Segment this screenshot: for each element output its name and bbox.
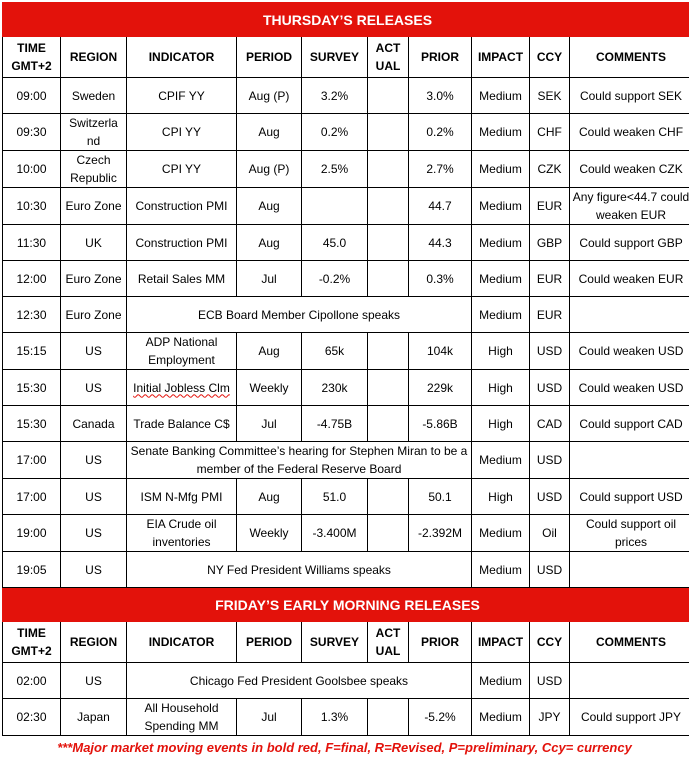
table-row <box>3 479 689 515</box>
column-header-survey: SURVEY <box>302 622 368 663</box>
period-cell: Weekly <box>237 515 302 552</box>
column-header-comments: COMMENTS <box>570 37 689 78</box>
comments-cell: Could weaken CZK <box>570 151 689 188</box>
releases-table <box>2 2 689 736</box>
survey-cell: -4.75B <box>302 406 368 442</box>
indicator-cell: CPI YY <box>127 114 237 151</box>
column-header-actual: ACT UAL <box>368 37 409 78</box>
prior-cell: 0.2% <box>409 114 472 151</box>
column-header-indicator: INDICATOR <box>127 37 237 78</box>
period-cell: Aug <box>237 225 302 261</box>
impact-cell: High <box>472 333 530 370</box>
time-cell: 15:30 <box>3 370 61 406</box>
survey-cell <box>302 188 368 225</box>
actual-cell <box>368 78 409 114</box>
impact-cell: Medium <box>472 225 530 261</box>
indicator-cell: Initial Jobless Clm <box>127 370 237 406</box>
region-cell: Switzerla nd <box>61 114 127 151</box>
survey-cell: 2.5% <box>302 151 368 188</box>
region-cell: Japan <box>61 699 127 736</box>
region-cell: US <box>61 479 127 515</box>
region-cell: US <box>61 515 127 552</box>
column-header-comments: COMMENTS <box>570 622 689 663</box>
table-row <box>3 370 689 406</box>
table-row <box>3 225 689 261</box>
table-row <box>3 333 689 370</box>
prior-cell: 44.3 <box>409 225 472 261</box>
table-row <box>3 114 689 151</box>
prior-cell: -5.2% <box>409 699 472 736</box>
ccy-cell: JPY <box>530 699 570 736</box>
event-cell: Senate Banking Committee’s hearing for Stephen Miran to be a member of the Federal Reserve Board <box>127 442 472 479</box>
comments-cell: Could support USD <box>570 479 689 515</box>
region-cell: US <box>61 370 127 406</box>
impact-cell: Medium <box>472 151 530 188</box>
prior-cell: 3.0% <box>409 78 472 114</box>
actual-cell <box>368 515 409 552</box>
impact-cell: High <box>472 370 530 406</box>
survey-cell: 45.0 <box>302 225 368 261</box>
impact-cell: Medium <box>472 442 530 479</box>
event-cell: ECB Board Member Cipollone speaks <box>127 297 472 333</box>
comments-cell: Could weaken USD <box>570 333 689 370</box>
comments-cell: Could support SEK <box>570 78 689 114</box>
survey-cell: -0.2% <box>302 261 368 297</box>
event-cell: Chicago Fed President Goolsbee speaks <box>127 663 472 699</box>
prior-cell: -5.86B <box>409 406 472 442</box>
time-cell: 10:30 <box>3 188 61 225</box>
indicator-cell: Trade Balance C$ <box>127 406 237 442</box>
thursday-banner <box>3 3 689 37</box>
ccy-cell: USD <box>530 663 570 699</box>
column-header-ccy: CCY <box>530 37 570 78</box>
period-cell: Aug (P) <box>237 151 302 188</box>
time-cell: 17:00 <box>3 442 61 479</box>
prior-cell: 2.7% <box>409 151 472 188</box>
region-cell: US <box>61 552 127 588</box>
survey-cell: 0.2% <box>302 114 368 151</box>
time-cell: 02:00 <box>3 663 61 699</box>
period-cell: Aug <box>237 333 302 370</box>
region-cell: Canada <box>61 406 127 442</box>
comments-cell: Any figure<44.7 could weaken EUR <box>570 188 689 225</box>
ccy-cell: CZK <box>530 151 570 188</box>
actual-cell <box>368 479 409 515</box>
table-row <box>3 699 689 736</box>
ccy-cell: USD <box>530 370 570 406</box>
column-header-time: TIME GMT+2 <box>3 622 61 663</box>
column-header-ccy: CCY <box>530 622 570 663</box>
region-cell: US <box>61 333 127 370</box>
prior-cell: 104k <box>409 333 472 370</box>
time-cell: 02:30 <box>3 699 61 736</box>
column-header-row <box>3 37 689 78</box>
comments-cell: Could support JPY <box>570 699 689 736</box>
region-cell: UK <box>61 225 127 261</box>
region-cell: US <box>61 663 127 699</box>
impact-cell: Medium <box>472 552 530 588</box>
ccy-cell: GBP <box>530 225 570 261</box>
impact-cell: Medium <box>472 297 530 333</box>
friday-banner <box>3 588 689 622</box>
impact-cell: Medium <box>472 515 530 552</box>
period-cell: Jul <box>237 406 302 442</box>
time-cell: 12:30 <box>3 297 61 333</box>
region-cell: US <box>61 442 127 479</box>
survey-cell: -3.400M <box>302 515 368 552</box>
actual-cell <box>368 406 409 442</box>
time-cell: 15:30 <box>3 406 61 442</box>
indicator-cell: CPI YY <box>127 151 237 188</box>
comments-cell <box>570 663 689 699</box>
comments-cell: Could weaken CHF <box>570 114 689 151</box>
comments-cell: Could weaken USD <box>570 370 689 406</box>
time-cell: 17:00 <box>3 479 61 515</box>
actual-cell <box>368 261 409 297</box>
comments-cell: Could support oil prices <box>570 515 689 552</box>
ccy-cell: USD <box>530 333 570 370</box>
column-header-prior: PRIOR <box>409 622 472 663</box>
indicator-cell: Construction PMI <box>127 188 237 225</box>
actual-cell <box>368 370 409 406</box>
actual-cell <box>368 114 409 151</box>
ccy-cell: EUR <box>530 261 570 297</box>
table-row <box>3 442 689 479</box>
footnote: ***Major market moving events in bold red, F=final, R=Revised, P=preliminary, Ccy= currency <box>57 740 632 755</box>
time-cell: 10:00 <box>3 151 61 188</box>
period-cell: Aug <box>237 479 302 515</box>
impact-cell: High <box>472 406 530 442</box>
event-cell: NY Fed President Williams speaks <box>127 552 472 588</box>
time-cell: 11:30 <box>3 225 61 261</box>
column-header-actual: ACT UAL <box>368 622 409 663</box>
indicator-cell: Retail Sales MM <box>127 261 237 297</box>
prior-cell: 229k <box>409 370 472 406</box>
period-cell: Jul <box>237 699 302 736</box>
ccy-cell: SEK <box>530 78 570 114</box>
table-row <box>3 261 689 297</box>
impact-cell: Medium <box>472 261 530 297</box>
ccy-cell: USD <box>530 442 570 479</box>
prior-cell: -2.392M <box>409 515 472 552</box>
ccy-cell: EUR <box>530 297 570 333</box>
region-cell: Czech Republic <box>61 151 127 188</box>
column-header-indicator: INDICATOR <box>127 622 237 663</box>
time-cell: 19:00 <box>3 515 61 552</box>
ccy-cell: USD <box>530 479 570 515</box>
impact-cell: Medium <box>472 699 530 736</box>
table-row <box>3 663 689 699</box>
column-header-period: PERIOD <box>237 622 302 663</box>
impact-cell: Medium <box>472 78 530 114</box>
ccy-cell: CHF <box>530 114 570 151</box>
table-row <box>3 515 689 552</box>
comments-cell: Could support CAD <box>570 406 689 442</box>
column-header-row <box>3 622 689 663</box>
section-title: THURSDAY’S RELEASES <box>3 3 689 37</box>
indicator-cell: ADP National Employment <box>127 333 237 370</box>
table-row <box>3 151 689 188</box>
time-cell: 19:05 <box>3 552 61 588</box>
indicator-cell: CPIF YY <box>127 78 237 114</box>
comments-cell <box>570 297 689 333</box>
table-row <box>3 188 689 225</box>
survey-cell: 65k <box>302 333 368 370</box>
table-row <box>3 78 689 114</box>
table-row <box>3 552 689 588</box>
releases-calendar <box>2 2 687 736</box>
column-header-prior: PRIOR <box>409 37 472 78</box>
comments-cell <box>570 552 689 588</box>
region-cell: Euro Zone <box>61 297 127 333</box>
period-cell: Aug <box>237 114 302 151</box>
impact-cell: Medium <box>472 663 530 699</box>
column-header-survey: SURVEY <box>302 37 368 78</box>
ccy-cell: EUR <box>530 188 570 225</box>
survey-cell: 1.3% <box>302 699 368 736</box>
survey-cell: 230k <box>302 370 368 406</box>
prior-cell: 0.3% <box>409 261 472 297</box>
table-row <box>3 406 689 442</box>
column-header-impact: IMPACT <box>472 37 530 78</box>
indicator-cell: EIA Crude oil inventories <box>127 515 237 552</box>
period-cell: Aug <box>237 188 302 225</box>
ccy-cell: CAD <box>530 406 570 442</box>
table-row <box>3 297 689 333</box>
actual-cell <box>368 188 409 225</box>
indicator-cell: ISM N-Mfg PMI <box>127 479 237 515</box>
time-cell: 12:00 <box>3 261 61 297</box>
period-cell: Aug (P) <box>237 78 302 114</box>
impact-cell: Medium <box>472 188 530 225</box>
comments-cell: Could weaken EUR <box>570 261 689 297</box>
prior-cell: 50.1 <box>409 479 472 515</box>
time-cell: 09:30 <box>3 114 61 151</box>
region-cell: Sweden <box>61 78 127 114</box>
comments-cell <box>570 442 689 479</box>
prior-cell: 44.7 <box>409 188 472 225</box>
region-cell: Euro Zone <box>61 261 127 297</box>
comments-cell: Could support GBP <box>570 225 689 261</box>
indicator-cell: Construction PMI <box>127 225 237 261</box>
column-header-time: TIME GMT+2 <box>3 37 61 78</box>
time-cell: 09:00 <box>3 78 61 114</box>
actual-cell <box>368 151 409 188</box>
impact-cell: Medium <box>472 114 530 151</box>
column-header-region: REGION <box>61 622 127 663</box>
actual-cell <box>368 699 409 736</box>
region-cell: Euro Zone <box>61 188 127 225</box>
period-cell: Jul <box>237 261 302 297</box>
survey-cell: 3.2% <box>302 78 368 114</box>
actual-cell <box>368 225 409 261</box>
column-header-period: PERIOD <box>237 37 302 78</box>
ccy-cell: Oil <box>530 515 570 552</box>
column-header-region: REGION <box>61 37 127 78</box>
period-cell: Weekly <box>237 370 302 406</box>
survey-cell: 51.0 <box>302 479 368 515</box>
impact-cell: High <box>472 479 530 515</box>
time-cell: 15:15 <box>3 333 61 370</box>
actual-cell <box>368 333 409 370</box>
section-title: FRIDAY’S EARLY MORNING RELEASES <box>3 588 689 622</box>
indicator-cell: All Household Spending MM <box>127 699 237 736</box>
ccy-cell: USD <box>530 552 570 588</box>
column-header-impact: IMPACT <box>472 622 530 663</box>
